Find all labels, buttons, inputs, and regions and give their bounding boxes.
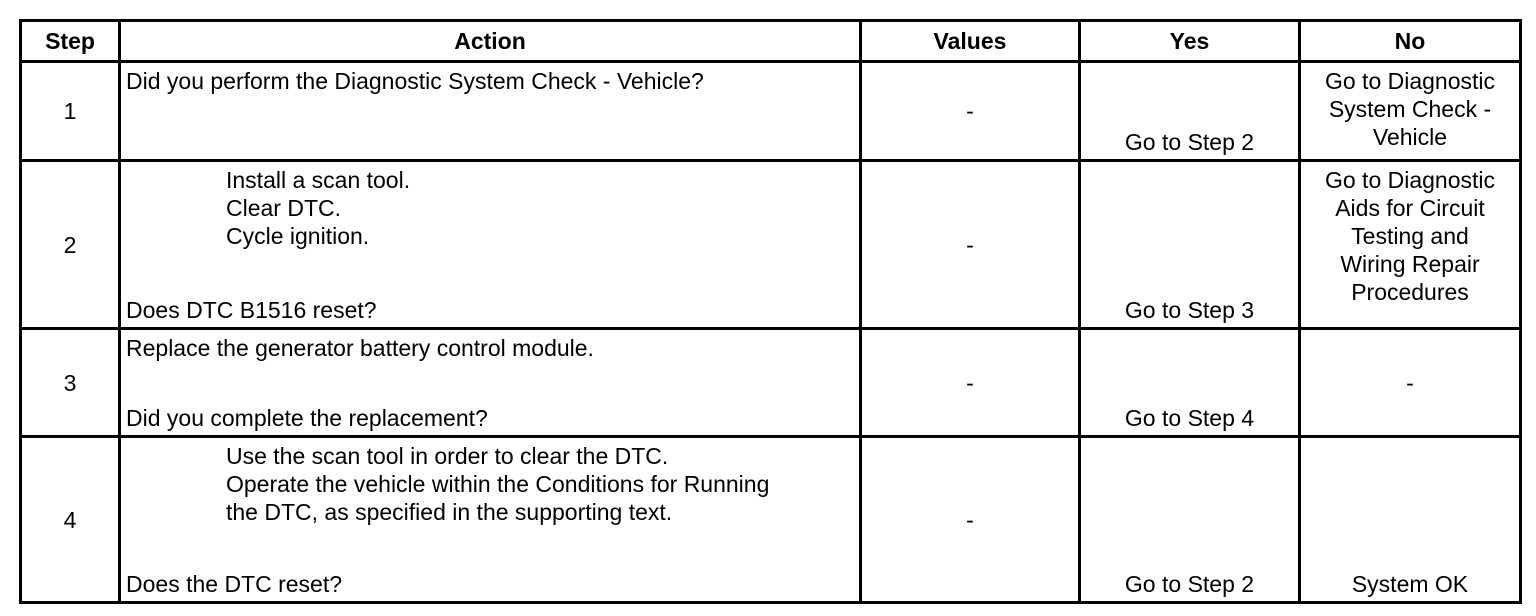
action-cell: [120, 437, 861, 603]
table-row: [21, 437, 1521, 603]
values-cell: -: [861, 437, 1080, 603]
step-number: 3: [21, 329, 120, 437]
yes-cell: [1080, 437, 1300, 603]
action-cell: [120, 62, 861, 161]
no-cell: [1300, 437, 1521, 603]
table-row: [21, 62, 1521, 161]
yes-text: Go to Step 3: [1124, 297, 1255, 323]
yes-cell: [1080, 161, 1300, 329]
yes-cell: [1080, 62, 1300, 161]
action-substep: Install a scan tool.: [226, 167, 411, 193]
values-cell: -: [861, 329, 1080, 437]
header-no: No: [1300, 21, 1521, 62]
no-cell: -: [1300, 329, 1521, 437]
action-substep: Use the scan tool in order to clear the DTC.: [226, 443, 669, 469]
step-number: 2: [21, 161, 120, 329]
no-text: [1301, 162, 1519, 306]
no-cell: [1300, 161, 1521, 329]
action-substep: Operate the vehicle within the Conditions for Running: [226, 471, 770, 497]
yes-cell: [1080, 329, 1300, 437]
yes-text: Go to Step 4: [1124, 405, 1255, 431]
action-question: Did you complete the replacement?: [126, 405, 488, 431]
no-line: Wiring Repair: [1340, 251, 1480, 277]
action-text: Did you perform the Diagnostic System Check - Vehicle?: [126, 68, 704, 94]
no-line: Testing and: [1351, 223, 1469, 249]
no-text: [1301, 63, 1519, 151]
no-line: Aids for Circuit: [1335, 195, 1485, 221]
action-cell: [120, 161, 861, 329]
no-line: Go to Diagnostic: [1324, 167, 1496, 193]
header-yes: Yes: [1080, 21, 1300, 62]
no-cell: [1300, 62, 1521, 161]
yes-text: Go to Step 2: [1124, 129, 1255, 155]
action-cell: [120, 329, 861, 437]
header-row: [21, 21, 1521, 62]
diagnostic-table: [19, 19, 1522, 604]
action-question: Does DTC B1516 reset?: [126, 297, 377, 323]
header-values: Values: [861, 21, 1080, 62]
values-cell: -: [861, 62, 1080, 161]
values-cell: -: [861, 161, 1080, 329]
no-line: Vehicle: [1372, 124, 1448, 150]
action-substep: Clear DTC.: [226, 195, 342, 221]
header-action: Action: [120, 21, 861, 62]
yes-text: Go to Step 2: [1124, 571, 1255, 597]
header-step: Step: [21, 21, 120, 62]
action-substep: the DTC, as specified in the supporting text.: [226, 499, 673, 525]
step-number: 4: [21, 437, 120, 603]
no-line: System Check -: [1328, 96, 1492, 122]
table-row: [21, 329, 1521, 437]
action-question: Does the DTC reset?: [126, 571, 343, 597]
no-text: System OK: [1351, 571, 1469, 597]
no-line: Go to Diagnostic: [1324, 68, 1496, 94]
action-text: Replace the generator battery control module.: [126, 335, 594, 361]
action-substep: Cycle ignition.: [226, 223, 370, 249]
step-number: 1: [21, 62, 120, 161]
no-line: Procedures: [1351, 279, 1469, 305]
table-row: [21, 161, 1521, 329]
